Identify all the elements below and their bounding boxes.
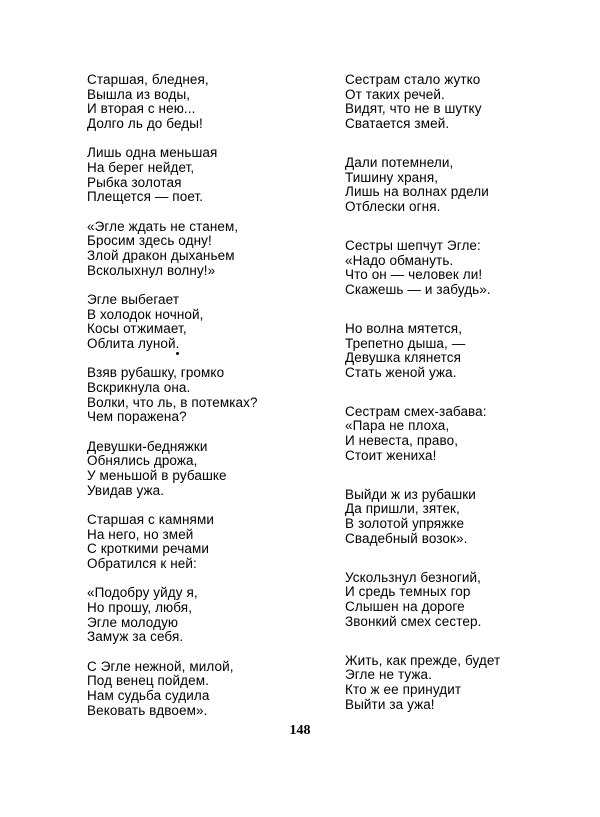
poem-line: Долго ль до беды! (87, 116, 203, 132)
poem-line: У меньшой в рубашке (87, 468, 227, 484)
poem-line: Эгле молодую (87, 614, 179, 630)
poem-line: И вторая с нею... (87, 101, 196, 117)
poem-line: Вышла из воды, (87, 86, 191, 102)
poem-line: Старшая, бледнея, (87, 72, 209, 87)
poem-line: Девушки-бедняжки (87, 438, 208, 454)
poem-column-right (345, 73, 585, 737)
poem-line: Стоит жениха! (345, 447, 437, 463)
stanza (87, 73, 327, 132)
poem-line: Что он — человек ли! (345, 267, 483, 283)
poem-line: Сестрам смех-забава: (345, 403, 487, 419)
poem-line: Стать женой ужа. (345, 364, 457, 380)
page-number: 148 (289, 723, 311, 738)
poem-line: С Эгле нежной, милой, (87, 658, 234, 674)
poem-line: Замуж за себя. (87, 629, 184, 645)
poem-line: Сестрам стало жутко (345, 72, 481, 87)
poem-line: Злой дракон дыханьем (87, 248, 235, 264)
poem-line: «Подобру уйду я, (87, 585, 198, 601)
poem-line: Эгле не тужа. (345, 667, 433, 683)
stanza (87, 440, 327, 499)
poem-line: Косы отжимает, (87, 321, 187, 337)
stanza (345, 488, 585, 547)
stanza (87, 660, 327, 719)
poem-line: Выйди ж из рубашки (345, 486, 476, 502)
stanza (345, 73, 585, 132)
stanza (87, 513, 327, 572)
poem-line: Трепетно дыша, — (345, 335, 466, 351)
poem-line: На него, но змей (87, 526, 194, 542)
poem-line: Да пришли, зятек, (345, 501, 460, 517)
poem-line: Волки, что ль, в потемках? (87, 394, 258, 410)
stanza (87, 293, 327, 352)
poem-line: Обнялись дрожа, (87, 453, 198, 469)
poem-line: Звонкий смех сестер. (345, 613, 482, 629)
poem-line: Вскрикнула она. (87, 380, 191, 396)
stanza (345, 156, 585, 215)
poem-line: Облита луной. (87, 336, 180, 352)
poem-line: Но прошу, любя, (87, 600, 193, 616)
poem-line: «Эгле ждать не станем, (87, 218, 239, 234)
poem-line: В холодок ночной, (87, 306, 204, 322)
poem-line: Отблески огня. (345, 199, 441, 214)
stanza (345, 239, 585, 298)
poem-line: Кто ж ее принудит (345, 681, 462, 697)
poem-line: И невеста, право, (345, 433, 459, 449)
poem-line: Взяв рубашку, громко (87, 365, 225, 381)
poem-line: Слышен на дороге (345, 599, 465, 614)
stanza (87, 586, 327, 645)
poem-line: «Пара не плоха, (345, 418, 450, 434)
stanza (87, 366, 327, 425)
stanza (345, 405, 585, 464)
poem-line: Эгле выбегает (87, 292, 180, 308)
poem-line: Ускользнул безногий, (345, 569, 482, 585)
poem-column-left (87, 73, 327, 733)
poem-line: Свадебный возок». (345, 530, 468, 546)
poem-line: Сватается змей. (345, 116, 450, 132)
poem-line: Бросим здесь одну! (87, 233, 212, 249)
poem-line: Под венец пойдем. (87, 673, 209, 689)
stanza (345, 654, 585, 713)
poem-line: Чем поражена? (87, 409, 187, 425)
poem-line: «Надо обмануть. (345, 252, 454, 268)
poem-line: От таких речей. (345, 86, 445, 102)
stanza (345, 571, 585, 630)
poem-line: Жить, как прежде, будет (345, 652, 501, 668)
poem-line: Видят, что не в шутку (345, 101, 482, 117)
stanza (345, 322, 585, 381)
poem-line: Но волна мятется, (345, 320, 463, 336)
poem-line: Вековать вдвоем». (87, 702, 208, 718)
poem-line: И средь темных гор (345, 584, 471, 600)
stanza (87, 220, 327, 279)
print-speck (176, 352, 179, 355)
poem-line: С кроткими речами (87, 541, 209, 557)
poem-line: На берег нейдет, (87, 160, 195, 176)
poem-line: Лишь одна меньшая (87, 145, 218, 161)
poem-line: Дали потемнели, (345, 154, 454, 170)
poem-line: Плещется — поет. (87, 189, 204, 205)
poem-line: Девушка клянется (345, 350, 462, 366)
poem-line: Обратился к ней: (87, 556, 197, 572)
poem-line: Лишь на волнах рдели (345, 184, 489, 200)
poem-line: Тишину храня, (345, 169, 439, 185)
stanza (87, 146, 327, 205)
poem-line: Увидав ужа. (87, 482, 165, 498)
poem-line: В золотой упряжке (345, 516, 465, 532)
poem-line: Старшая с камнями (87, 512, 214, 528)
poem-line: Нам судьба судила (87, 688, 210, 704)
poem-line: Скажешь — и забудь». (345, 281, 491, 297)
poem-line: Рыбка золотая (87, 174, 182, 190)
poem-line: Всколыхнул волну!» (87, 262, 216, 278)
poem-line: Сестры шепчут Эгле: (345, 237, 481, 253)
poem-line: Выйти за ужа! (345, 696, 435, 712)
